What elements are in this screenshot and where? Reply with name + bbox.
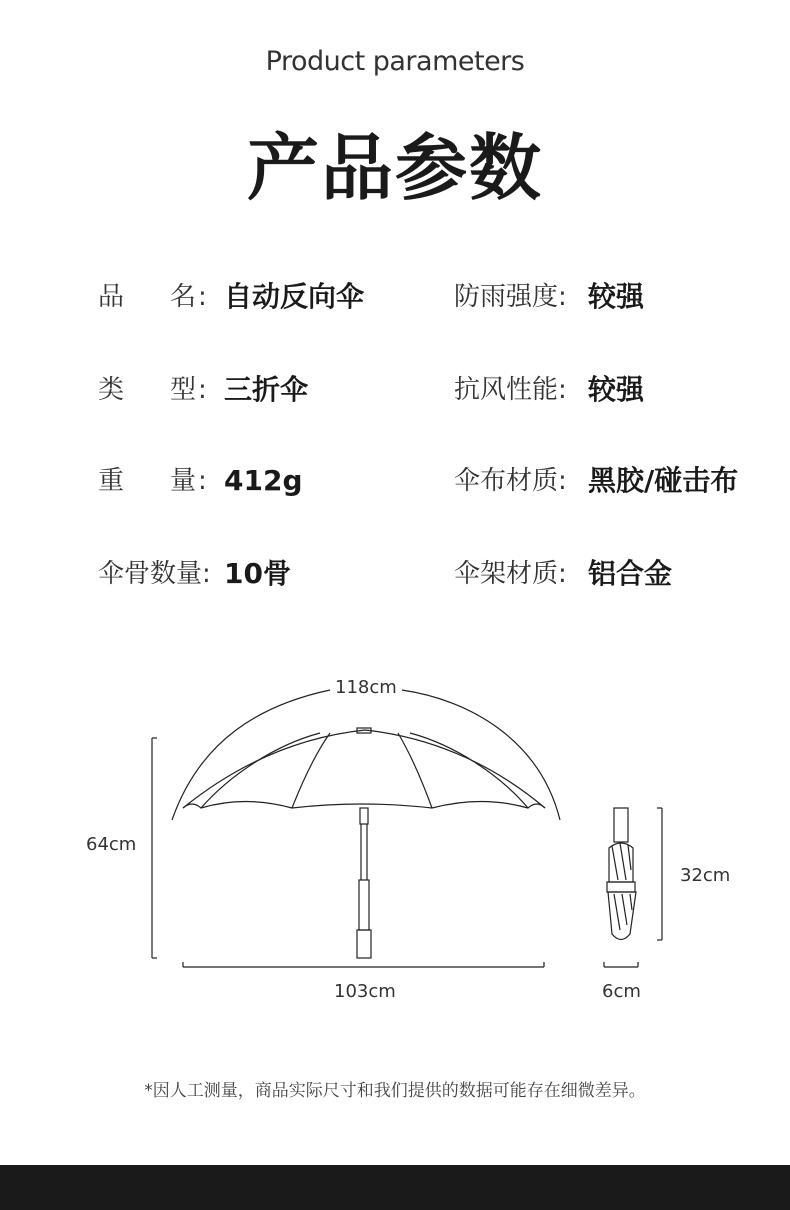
footer-bar — [0, 1165, 790, 1210]
param-value: 较强 — [588, 373, 645, 406]
param-value: 412g — [224, 464, 303, 497]
folded-width-label: 6cm — [602, 981, 641, 1002]
param-colon: : — [198, 282, 207, 312]
rib-3 — [398, 733, 432, 808]
param-value: 铝合金 — [588, 557, 673, 590]
param-colon: : — [198, 466, 207, 496]
param-value: 自动反向伞 — [224, 280, 365, 313]
folded-length-label: 32cm — [680, 865, 731, 886]
folded-strap — [607, 882, 635, 892]
param-label: 抗风性能 — [454, 375, 559, 405]
umbrella-handle — [357, 930, 371, 958]
shaft-lower — [359, 880, 369, 930]
param-value: 较强 — [588, 280, 645, 313]
param-value: 10骨 — [224, 557, 291, 590]
param-label: 伞布材质 — [454, 466, 559, 496]
param-label-a: 类 — [98, 375, 125, 405]
shaft-top — [360, 808, 368, 824]
param-label-a: 重 — [98, 466, 125, 496]
param-label-b: 量 — [170, 466, 197, 496]
param-label-b: 型 — [170, 375, 197, 405]
param-label: 伞架材质 — [454, 559, 559, 589]
open-height-label: 64cm — [86, 834, 137, 855]
measurement-note: *因人工测量，商品实际尺寸和我们提供的数据可能存在细微差异。 — [144, 1081, 646, 1101]
param-label-b: 名 — [170, 282, 197, 312]
subtitle-english: Product parameters — [265, 46, 525, 77]
param-value: 三折伞 — [224, 373, 309, 406]
param-colon: : — [198, 375, 207, 405]
param-colon: : — [558, 559, 567, 589]
page-title: 产品参数 — [246, 126, 543, 210]
param-colon: : — [558, 282, 567, 312]
param-value: 黑胶/碰击布 — [588, 464, 739, 497]
param-colon: : — [558, 375, 567, 405]
param-label-a: 品 — [98, 282, 125, 312]
open-span-label: 103cm — [334, 981, 396, 1002]
arc-dimension-left — [172, 690, 330, 820]
param-label: 伞骨数量 — [98, 559, 203, 589]
folded-handle — [614, 808, 628, 842]
param-colon: : — [558, 466, 567, 496]
canopy-bottom — [183, 802, 545, 809]
arc-width-label: 118cm — [335, 677, 397, 698]
folded-body-bottom — [608, 892, 636, 940]
canopy-top — [183, 730, 545, 808]
param-label: 防雨强度 — [454, 282, 559, 312]
param-colon: : — [202, 559, 211, 589]
